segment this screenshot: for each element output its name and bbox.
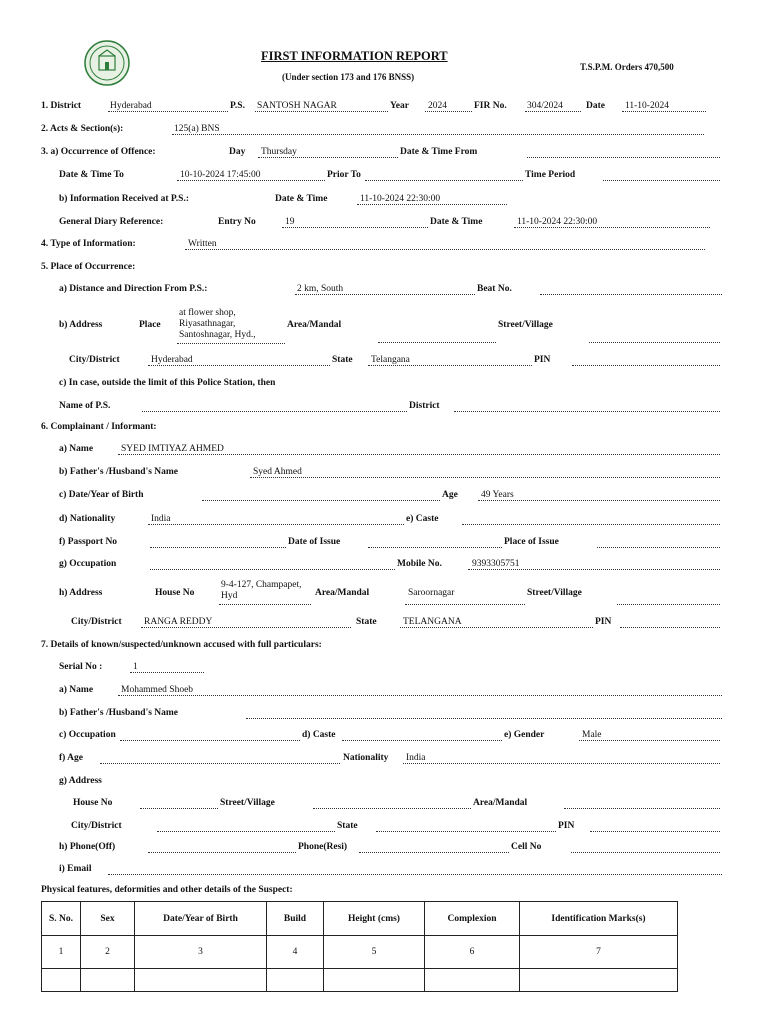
serial-field — [130, 661, 204, 673]
td-empty — [42, 969, 81, 992]
info-recv-label: b) Information Received at P.S.: — [59, 194, 189, 204]
td-empty — [324, 969, 425, 992]
a-nat-field — [403, 752, 720, 764]
a-nat-label: Nationality — [343, 753, 389, 763]
acts-value: 125(a) BNS — [174, 124, 220, 134]
a-email-label: i) Email — [59, 864, 92, 874]
a-pin-field — [590, 820, 720, 832]
c-street-label: Street/Village — [527, 588, 582, 598]
td-num-7: 7 — [520, 936, 678, 969]
th-dob: Date/Year of Birth — [135, 902, 267, 936]
c-issue-date-label: Date of Issue — [288, 537, 341, 547]
pin-label: PIN — [534, 355, 551, 365]
c-state-value: TELANGANA — [403, 617, 462, 627]
prior-label: Prior To — [327, 170, 361, 180]
outside-label: c) In case, outside the limit of this Police Station, then — [59, 378, 276, 388]
a-addr-label: g) Address — [59, 776, 102, 786]
occurrence-label: 3. a) Occurrence of Offence: — [41, 147, 156, 157]
c-house-value: 9-4-127, Champapet, Hyd — [221, 580, 302, 601]
acts-field — [172, 123, 704, 135]
city-value: Hyderabad — [151, 355, 193, 365]
entry-no-field — [282, 216, 428, 228]
a-nat-value: India — [406, 753, 426, 763]
c-issue-date-field — [368, 536, 502, 548]
ps-label: P.S. — [230, 101, 245, 111]
year-value: 2024 — [428, 101, 447, 111]
period-field — [603, 169, 720, 181]
physical-features-table — [41, 901, 678, 992]
c-age-field — [478, 489, 720, 501]
c-nat-label: d) Nationality — [59, 514, 116, 524]
dt-from-field — [527, 146, 720, 158]
c-occ-label: g) Occupation — [59, 559, 117, 569]
info-type-label: 4. Type of Information: — [41, 239, 136, 249]
a-father-field — [246, 707, 722, 719]
td-num-5: 5 — [324, 936, 425, 969]
c-mobile-value: 9393305751 — [472, 559, 520, 569]
c-city-value: RANGA REDDY — [144, 617, 213, 627]
accused-label: 7. Details of known/suspected/unknown accused with full particulars: — [41, 640, 322, 650]
th-sex: Sex — [81, 902, 135, 936]
a-phone-label: h) Phone(Off) — [59, 842, 116, 852]
place-label: 5. Place of Occurrence: — [41, 262, 136, 272]
dt-from-label: Date & Time From — [400, 147, 478, 157]
gd-ref-label: General Diary Reference: — [59, 217, 164, 227]
pin-field — [572, 354, 720, 366]
a-cell-field — [571, 841, 720, 853]
td-num-6: 6 — [425, 936, 520, 969]
gd-dt-value: 11-10-2024 22:30:00 — [517, 217, 598, 227]
td-empty — [520, 969, 678, 992]
beat-label: Beat No. — [477, 284, 512, 294]
a-area-label: Area/Mandal — [473, 798, 528, 808]
a-father-label: b) Father's /Husband's Name — [59, 708, 179, 718]
info-dt-label: Date & Time — [275, 194, 328, 204]
a-age-field — [100, 752, 340, 764]
c-addr-label: h) Address — [59, 588, 103, 598]
c-passport-field — [150, 536, 286, 548]
td-empty — [135, 969, 267, 992]
td-num-3: 3 — [135, 936, 267, 969]
day-value: Thursday — [261, 147, 297, 157]
a-city-label: City/District — [71, 821, 122, 831]
td-num-4: 4 — [267, 936, 324, 969]
state-value: Telangana — [371, 355, 410, 365]
c-caste-label: e) Caste — [406, 514, 439, 524]
c-age-label: Age — [442, 490, 458, 500]
year-label: Year — [390, 101, 409, 111]
entry-no-value: 19 — [285, 217, 295, 227]
a-state-label: State — [337, 821, 358, 831]
a-gender-value: Male — [582, 730, 602, 740]
ps-name-field — [142, 400, 407, 412]
a-age-label: f) Age — [59, 753, 84, 763]
acts-label: 2. Acts & Section(s): — [41, 124, 124, 134]
orders-ref: T.S.P.M. Orders 470,500 — [580, 62, 674, 72]
serial-label: Serial No : — [59, 662, 103, 672]
td-empty — [81, 969, 135, 992]
day-label: Day — [229, 147, 246, 157]
a-city-field — [157, 820, 335, 832]
ps-value: SANTOSH NAGAR — [257, 101, 337, 111]
prior-field — [365, 169, 523, 181]
area-label: Area/Mandal — [287, 320, 342, 330]
a-street-label: Street/Village — [220, 798, 275, 808]
info-type-field — [185, 238, 705, 250]
telangana-emblem-icon — [84, 40, 130, 86]
street-field — [589, 331, 720, 343]
place-sub-label: Place — [139, 320, 161, 330]
c-issue-place-label: Place of Issue — [504, 537, 559, 547]
entry-no-label: Entry No — [218, 217, 256, 227]
td-empty — [425, 969, 520, 992]
c-area-value: Saroornagar — [408, 588, 455, 598]
c-nat-value: India — [151, 514, 171, 524]
city-label: City/District — [69, 355, 120, 365]
complainant-label: 6. Complainant / Informant: — [41, 422, 157, 432]
outside-district-field — [454, 400, 720, 412]
c-dob-field — [202, 489, 440, 501]
page-subtitle: (Under section 173 and 176 BNSS) — [282, 72, 415, 82]
a-phone-res-label: Phone(Resi) — [298, 842, 348, 852]
date-label: Date — [586, 101, 605, 111]
th-sno: S. No. — [42, 902, 81, 936]
gd-dt-label: Date & Time — [430, 217, 483, 227]
td-num-2: 2 — [81, 936, 135, 969]
th-height: Height (cms) — [324, 902, 425, 936]
th-marks: Identification Marks(s) — [520, 902, 678, 936]
a-gender-label: e) Gender — [504, 730, 545, 740]
beat-field — [540, 283, 722, 295]
fir-label: FIR No. — [474, 101, 507, 111]
a-cell-label: Cell No — [511, 842, 542, 852]
c-mobile-label: Mobile No. — [397, 559, 442, 569]
c-name-value: SYED IMTIYAZ AHMED — [121, 444, 224, 454]
c-passport-label: f) Passport No — [59, 537, 118, 547]
info-type-value: Written — [188, 239, 217, 249]
a-name-label: a) Name — [59, 685, 94, 695]
ps-name-label: Name of P.S. — [59, 401, 111, 411]
c-name-label: a) Name — [59, 444, 94, 454]
c-area-label: Area/Mandal — [315, 588, 370, 598]
c-pin-label: PIN — [595, 617, 612, 627]
dt-to-value: 10-10-2024 17:45:00 — [180, 170, 261, 180]
date-value: 11-10-2024 — [625, 101, 669, 111]
td-empty — [267, 969, 324, 992]
a-occ-field — [120, 729, 300, 741]
period-label: Time Period — [525, 170, 576, 180]
a-name-value: Mohammed Shoeb — [121, 685, 194, 695]
street-label: Street/Village — [498, 320, 553, 330]
a-street-field — [313, 797, 471, 809]
th-build: Build — [267, 902, 324, 936]
state-label: State — [332, 355, 353, 365]
c-occ-field — [150, 558, 395, 570]
area-field — [378, 331, 496, 343]
outside-district-label: District — [409, 401, 440, 411]
distance-label: a) Distance and Direction From P.S.: — [59, 284, 208, 294]
c-state-label: State — [356, 617, 377, 627]
c-pin-field — [620, 616, 720, 628]
distance-value: 2 km, South — [297, 284, 344, 294]
c-age-value: 49 Years — [481, 490, 514, 500]
a-caste-field — [342, 729, 502, 741]
page-title: FIRST INFORMATION REPORT — [261, 49, 448, 63]
c-issue-place-field — [597, 536, 720, 548]
a-house-label: House No — [73, 798, 113, 808]
c-father-value: Syed Ahmed — [253, 467, 302, 477]
td-num-1: 1 — [42, 936, 81, 969]
a-caste-label: d) Caste — [302, 730, 336, 740]
info-dt-value: 11-10-2024 22:30:00 — [360, 194, 441, 204]
th-complexion: Complexion — [425, 902, 520, 936]
a-phone-res-field — [359, 841, 509, 853]
c-street-field — [617, 593, 720, 605]
a-email-field — [108, 863, 722, 875]
district-value: Hyderabad — [110, 101, 152, 111]
a-area-field — [564, 797, 720, 809]
c-house-label: House No — [155, 588, 195, 598]
c-nat-field — [148, 513, 404, 525]
c-dob-label: c) Date/Year of Birth — [59, 490, 144, 500]
district-label: 1. District — [41, 101, 82, 111]
c-city-label: City/District — [71, 617, 122, 627]
serial-value: 1 — [133, 662, 138, 672]
a-phone-field — [148, 841, 296, 853]
dt-to-label: Date & Time To — [59, 170, 124, 180]
address-label: b) Address — [59, 320, 103, 330]
fir-value: 304/2024 — [527, 101, 563, 111]
place-value: at flower shop, Riyasathnagar, Santoshnagar, Hyd., — [179, 308, 256, 340]
a-state-field — [376, 820, 556, 832]
a-house-field — [140, 797, 218, 809]
a-occ-label: c) Occupation — [59, 730, 116, 740]
c-father-label: b) Father's /Husband's Name — [59, 467, 179, 477]
a-pin-label: PIN — [558, 821, 575, 831]
c-father-field — [250, 466, 720, 478]
c-caste-field — [462, 513, 720, 525]
physical-label: Physical features, deformities and other details of the Suspect: — [41, 885, 293, 895]
a-name-field — [118, 684, 722, 696]
